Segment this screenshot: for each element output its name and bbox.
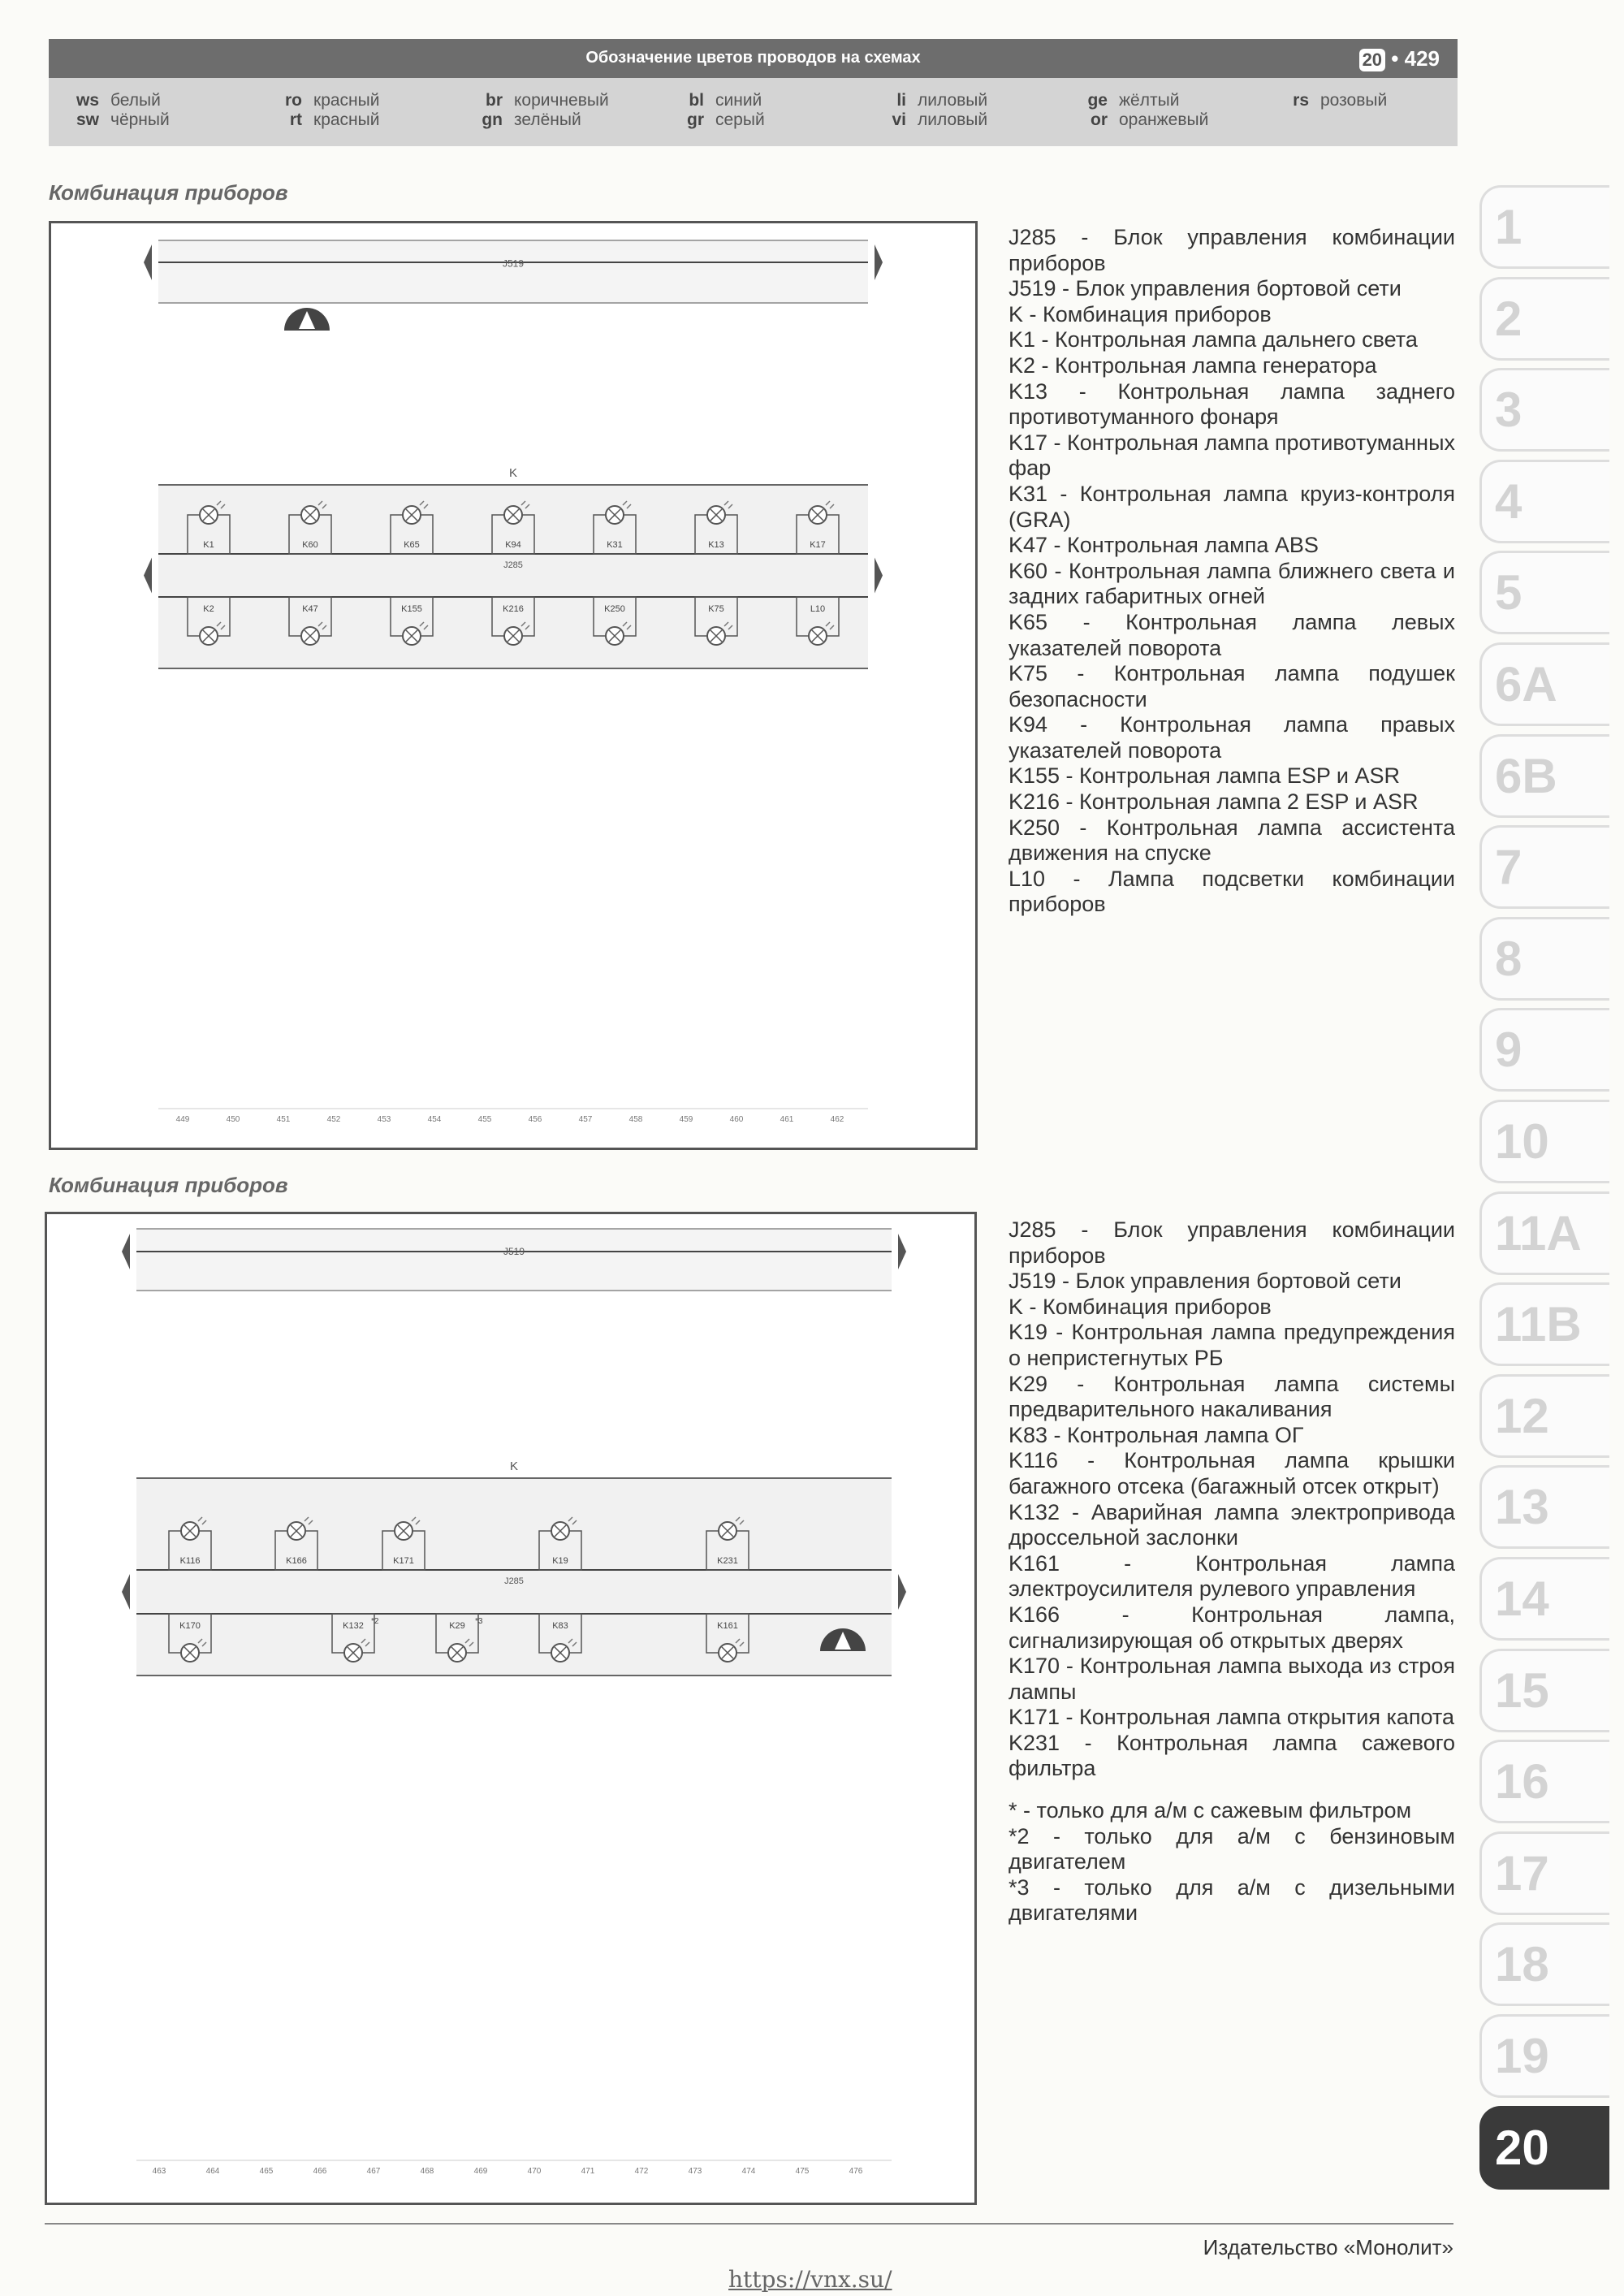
component-description: K - Комбинация приборов	[1009, 1294, 1272, 1319]
legend-entry: sw чёрный	[76, 110, 170, 129]
grid-number: 471	[581, 2167, 595, 2176]
component-description: K161 - Контрольная лампа электроусилителя рулевого управления	[1009, 1550, 1455, 1602]
header-title: Обозначение цветов проводов на схемах	[585, 49, 921, 67]
grid-number: 472	[634, 2167, 649, 2176]
chapter-tab-19[interactable]: 19	[1479, 2014, 1609, 2098]
lamp-label: K2	[203, 604, 214, 614]
footer-divider	[45, 2223, 1453, 2225]
component-description: L10 - Лампа подсветки комбинации приборов	[1009, 866, 1455, 917]
component-description: K170 - Контрольная лампа выхода из строя лампы	[1009, 1654, 1455, 1704]
component-description: K231 - Контрольная лампа сажевого фильтра	[1009, 1730, 1455, 1781]
component-description: K47 - Контрольная лампа ABS	[1009, 533, 1319, 558]
lamp-label: K116	[179, 1556, 201, 1566]
grid-number: 453	[377, 1115, 391, 1124]
j519-label: J519	[503, 1246, 525, 1257]
chapter-tab-18[interactable]: 18	[1479, 1922, 1609, 2006]
chapter-tab-16[interactable]: 16	[1479, 1740, 1609, 1823]
grid-number: 456	[528, 1115, 542, 1124]
component-description: J519 - Блок управления бортовой сети	[1009, 1269, 1402, 1294]
legend-entry: rt красный	[289, 110, 380, 129]
component-description: K1 - Контрольная лампа дальнего света	[1009, 327, 1418, 352]
lamp-label: K75	[708, 604, 724, 614]
publisher-logo-icon	[284, 308, 330, 331]
lamp-label: K29	[449, 1621, 465, 1631]
component-description: K132 - Аварийная лампа электропривода дроссельной заслонки	[1009, 1499, 1455, 1550]
chapter-tab-2[interactable]: 2	[1479, 277, 1609, 361]
legend-entry: gn зелёный	[482, 110, 581, 129]
lamp-label: K166	[286, 1556, 307, 1566]
component-description: K - Комбинация приборов	[1009, 301, 1272, 326]
chapter-tab-6b[interactable]: 6B	[1479, 734, 1609, 818]
grid-number: 460	[729, 1115, 744, 1124]
grid-number: 461	[780, 1115, 794, 1124]
page-number	[1359, 46, 1440, 71]
grid-number: 451	[276, 1115, 291, 1124]
component-description: K83 - Контрольная лампа ОГ	[1009, 1422, 1304, 1447]
lamp-label: K83	[552, 1621, 568, 1631]
footnote: *2 - только для а/м с бензиновым двигателем	[1009, 1823, 1455, 1874]
chapter-tab-10[interactable]: 10	[1479, 1100, 1609, 1183]
lamp-label: K171	[393, 1556, 414, 1566]
footnotes	[1009, 1798, 1455, 1926]
chapter-tab-7[interactable]: 7	[1479, 825, 1609, 909]
legend-entry: ws белый	[76, 91, 161, 110]
grid-number: 449	[175, 1115, 190, 1124]
component-description: K2 - Контрольная лампа генератора	[1009, 352, 1377, 378]
chapter-tab-5[interactable]: 5	[1479, 551, 1609, 634]
chapter-tab-4[interactable]: 4	[1479, 460, 1609, 543]
lamp-label: K250	[604, 604, 625, 614]
grid-number: 464	[205, 2167, 220, 2176]
grid-number: 474	[741, 2167, 756, 2176]
legend-entry: or оранжевый	[1091, 110, 1209, 129]
legend-entry: ro красный	[285, 91, 380, 110]
lamp-label: K161	[717, 1621, 738, 1631]
chapter-tab-8[interactable]: 8	[1479, 917, 1609, 1001]
footnote: *3 - только для а/м с дизельными двигателями	[1009, 1874, 1455, 1926]
wire-color-legend	[49, 78, 1458, 146]
chapter-tab-20[interactable]: 20	[1479, 2106, 1609, 2190]
component-description: K17 - Контрольная лампа противотуманных фар	[1009, 430, 1455, 481]
lamp-footnote-mark: *3	[475, 1617, 483, 1626]
chapter-tab-9[interactable]: 9	[1479, 1008, 1609, 1092]
grid-number: 465	[259, 2167, 274, 2176]
chapter-tab-6a[interactable]: 6A	[1479, 642, 1609, 726]
description-list-1	[1009, 225, 1455, 918]
lamp-label: K155	[401, 604, 422, 614]
grid-number: 463	[152, 2167, 166, 2176]
component-description: K155 - Контрольная лампа ESP и ASR	[1009, 763, 1400, 789]
j519-block-bg	[136, 1229, 892, 1291]
source-url[interactable]: https://vnx.su/	[728, 2266, 892, 2293]
grid-number: 454	[427, 1115, 442, 1124]
chapter-tab-11a[interactable]: 11A	[1479, 1191, 1609, 1275]
component-description: K31 - Контрольная лампа круиз-контроля (GRA)	[1009, 481, 1455, 532]
header-bar	[49, 39, 1458, 78]
page-number-value: 429	[1404, 46, 1440, 71]
legend-entry: rs розовый	[1293, 91, 1388, 110]
chapter-tab-15[interactable]: 15	[1479, 1649, 1609, 1732]
legend-entry: ge жёлтый	[1087, 91, 1180, 110]
component-description: K216 - Контрольная лампа 2 ESP и ASR	[1009, 789, 1419, 815]
component-description: J285 - Блок управления комбинации приборов	[1009, 1217, 1455, 1268]
component-description: K94 - Контрольная лампа правых указателей поворота	[1009, 712, 1455, 763]
left-arrow-icon	[144, 244, 152, 280]
grid-number: 457	[578, 1115, 593, 1124]
right-arrow-icon	[898, 1574, 906, 1610]
right-arrow-icon	[875, 558, 883, 594]
chapter-tab-11b[interactable]: 11B	[1479, 1282, 1609, 1366]
chapter-tab-1[interactable]: 1	[1479, 185, 1609, 269]
page-number-separator: •	[1391, 46, 1405, 71]
lamp-label: K216	[503, 604, 524, 614]
lamp-label: K1	[203, 540, 214, 550]
component-description: K75 - Контрольная лампа подушек безопасности	[1009, 661, 1455, 711]
lamp-label: K47	[302, 604, 318, 614]
j285-label: J285	[504, 1576, 524, 1586]
grid-number: 462	[830, 1115, 844, 1124]
grid-number: 459	[679, 1115, 693, 1124]
description-list-2	[1009, 1217, 1455, 1926]
legend-entry: vi лиловый	[892, 110, 988, 129]
lamp-label: K60	[302, 540, 318, 550]
j285-label: J285	[503, 560, 523, 570]
left-arrow-icon	[144, 558, 152, 594]
lamp-label: K170	[179, 1621, 201, 1631]
chapter-tab-14[interactable]: 14	[1479, 1557, 1609, 1641]
legend-entry: bl синий	[689, 91, 762, 110]
lamp-label: K231	[717, 1556, 738, 1566]
grid-number: 452	[326, 1115, 341, 1124]
lamp-label: K94	[505, 540, 521, 550]
k-label: K	[508, 466, 518, 480]
component-description: K13 - Контрольная лампа заднего противотуманного фонаря	[1009, 378, 1455, 430]
j519-label: J519	[502, 257, 525, 270]
component-description: K166 - Контрольная лампа, сигнализирующая об открытых дверях	[1009, 1602, 1455, 1653]
chapter-badge: 20	[1359, 49, 1385, 71]
k-label: K	[509, 1459, 519, 1473]
grid-number: 475	[795, 2167, 810, 2176]
diagram-1-svg	[51, 223, 975, 1148]
left-arrow-icon	[122, 1234, 130, 1269]
left-arrow-icon	[122, 1574, 130, 1610]
right-arrow-icon	[898, 1234, 906, 1269]
grid-number: 468	[420, 2167, 434, 2176]
grid-number: 473	[688, 2167, 702, 2176]
right-arrow-icon	[875, 244, 883, 280]
lamp-label: K17	[810, 540, 826, 550]
wiring-diagram-1	[49, 221, 978, 1150]
grid-number: 476	[849, 2167, 863, 2176]
section-title-1: Комбинация приборов	[49, 180, 288, 205]
lamp-label: K132	[343, 1621, 364, 1631]
j519-block-bg	[158, 240, 868, 303]
component-description: J519 - Блок управления бортовой сети	[1009, 276, 1402, 301]
lamp-label: K13	[708, 540, 724, 550]
component-description: K65 - Контрольная лампа левых указателей поворота	[1009, 609, 1455, 660]
footnote: * - только для а/м с сажевым фильтром	[1009, 1798, 1412, 1823]
chapter-tab-13[interactable]: 13	[1479, 1465, 1609, 1549]
component-description: K250 - Контрольная лампа ассистента движения на спуске	[1009, 815, 1455, 866]
chapter-tab-12[interactable]: 12	[1479, 1374, 1609, 1458]
legend-entry: br коричневый	[486, 91, 609, 110]
legend-entry: li лиловый	[896, 91, 988, 110]
component-description: K60 - Контрольная лампа ближнего света и задних габаритных огней	[1009, 558, 1455, 609]
component-description: K19 - Контрольная лампа предупреждения о непристегнутых РБ	[1009, 1320, 1455, 1370]
grid-number: 455	[477, 1115, 492, 1124]
wiring-diagram-2	[45, 1212, 977, 2205]
grid-number: 450	[226, 1115, 240, 1124]
component-description: J285 - Блок управления комбинации приборов	[1009, 225, 1455, 275]
diagram-2-svg	[47, 1214, 974, 2203]
lamp-label: K19	[552, 1556, 568, 1566]
component-description: K29 - Контрольная лампа системы предварительного накаливания	[1009, 1371, 1455, 1422]
grid-number: 466	[313, 2167, 327, 2176]
section-title-2: Комбинация приборов	[49, 1173, 288, 1197]
lamp-label: K65	[404, 540, 420, 550]
chapter-tab-17[interactable]: 17	[1479, 1831, 1609, 1915]
lamp-footnote-mark: *2	[371, 1617, 379, 1626]
publisher: Издательство «Монолит»	[1203, 2235, 1453, 2259]
chapter-tab-3[interactable]: 3	[1479, 368, 1609, 452]
grid-number: 458	[628, 1115, 643, 1124]
grid-number: 467	[366, 2167, 381, 2176]
legend-entry: gr серый	[687, 110, 765, 129]
grid-number: 469	[473, 2167, 488, 2176]
lamp-label: L10	[810, 604, 826, 614]
component-description: K171 - Контрольная лампа открытия капота	[1009, 1705, 1454, 1730]
grid-number: 470	[527, 2167, 542, 2176]
component-description: K116 - Контрольная лампа крышки багажного отсека (багажный отсек открыт)	[1009, 1448, 1455, 1498]
lamp-label: K31	[607, 540, 623, 550]
